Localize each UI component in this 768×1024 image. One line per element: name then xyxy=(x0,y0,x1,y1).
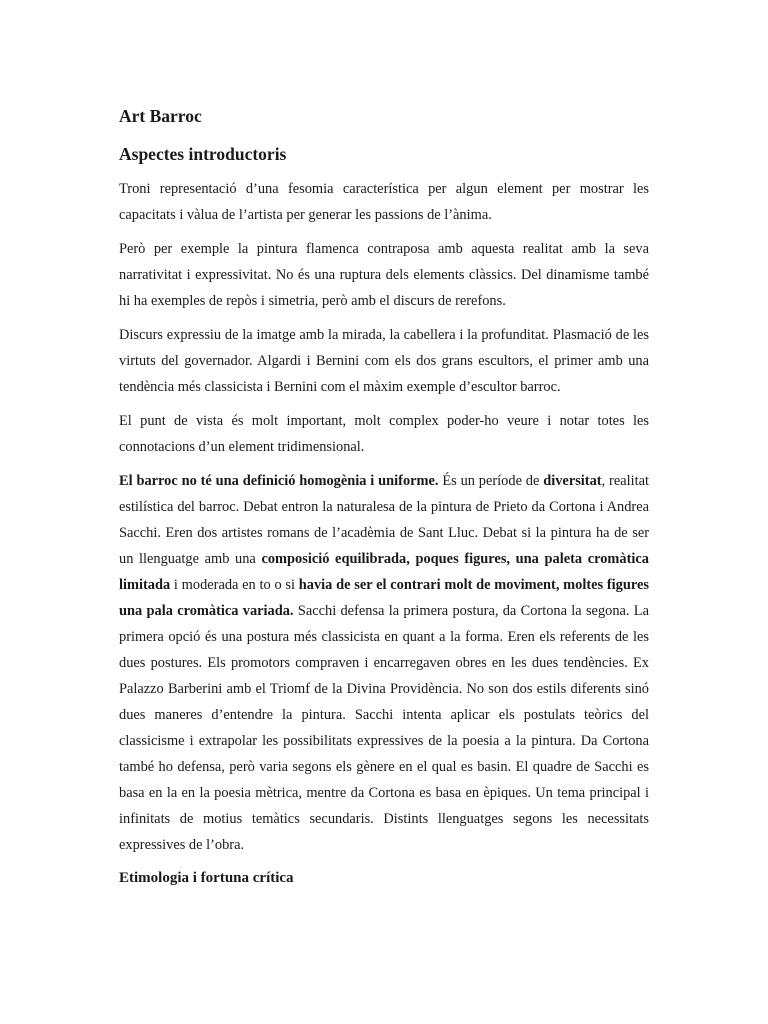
text-run: i moderada en to o si xyxy=(170,577,299,593)
body-paragraph xyxy=(119,408,649,460)
body-paragraph xyxy=(119,176,649,228)
body-paragraph xyxy=(119,322,649,400)
body-paragraph xyxy=(119,236,649,314)
text-run: Troni representació d’una fesomia característica per algun element per mostrar les capacitats i vàlua de l’artista per generar les passions de l’ànima. xyxy=(119,181,649,223)
text-run: , realitat estilística del barroc. Debat entron la naturalesa de la pintura de Prieto da Cortona i Andrea Sacchi. Eren dos artistes romans de l’acadèmia de Sant Lluc. Debat si la pintura ha de ser un llenguatge amb una xyxy=(119,473,649,567)
document-body xyxy=(119,104,649,890)
text-run: Sacchi defensa la primera postura, da Cortona la segona. La primera opció és una postura més classicista en quant a la forma. Eren els referents de les dues postures. Els promotors compraven i encarregaven obres en les dues tendències. Ex Palazzo Barberini amb el Triomf de la Divina Providència. No son dos estils diferents sinó dues maneres d’entendre la pintura. Sacchi intenta aplicar els postulats teòrics del classicisme i extrapolar les possibilitats expressives de la poesia a la pintura. Da Cortona també ho defensa, però varia segons els gènere en el qual es basin. El quadre de Sacchi es basa en la en la poesia mètrica, mentre da Cortona es basa en èpiques. Un tema principal i infinitats de motius temàtics secundaris. Distints llenguatges segons les necessitats expressives de l’obra. xyxy=(119,603,649,853)
body-paragraph xyxy=(119,468,649,858)
section-heading: Aspectes introductoris xyxy=(119,144,287,164)
document-title: Art Barroc xyxy=(119,106,202,126)
subsection-heading: Etimologia i fortuna crítica xyxy=(119,870,294,886)
bold-text-run: diversitat xyxy=(543,473,602,489)
paragraph-list xyxy=(119,176,649,858)
text-run: Però per exemple la pintura flamenca contraposa amb aquesta realitat amb la seva narrativitat i expressivitat. No és una ruptura dels elements clàssics. Del dinamisme també hi ha exemples de repòs i simetria, però amb el discurs de rerefons. xyxy=(119,241,649,309)
bold-text-run: composició equilibrada, poques figures, una paleta cromàtica limitada xyxy=(119,551,649,593)
text-run: Discurs expressiu de la imatge amb la mirada, la cabellera i la profunditat. Plasmació de les virtuts del governador. Algardi i Bernini com els dos grans escultors, el primer amb una tendència més classicista i Bernini com el màxim exemple d’escultor barroc. xyxy=(119,327,649,395)
bold-text-run: havia de ser el contrari molt de moviment, moltes figures una pala cromàtica variada. xyxy=(119,577,649,619)
text-run: És un període de xyxy=(438,473,544,489)
text-run: El punt de vista és molt important, molt complex poder-ho veure i notar totes les connotacions d’un element tridimensional. xyxy=(119,413,649,455)
bold-text-run: El barroc no té una definició homogènia i uniforme. xyxy=(119,473,439,489)
